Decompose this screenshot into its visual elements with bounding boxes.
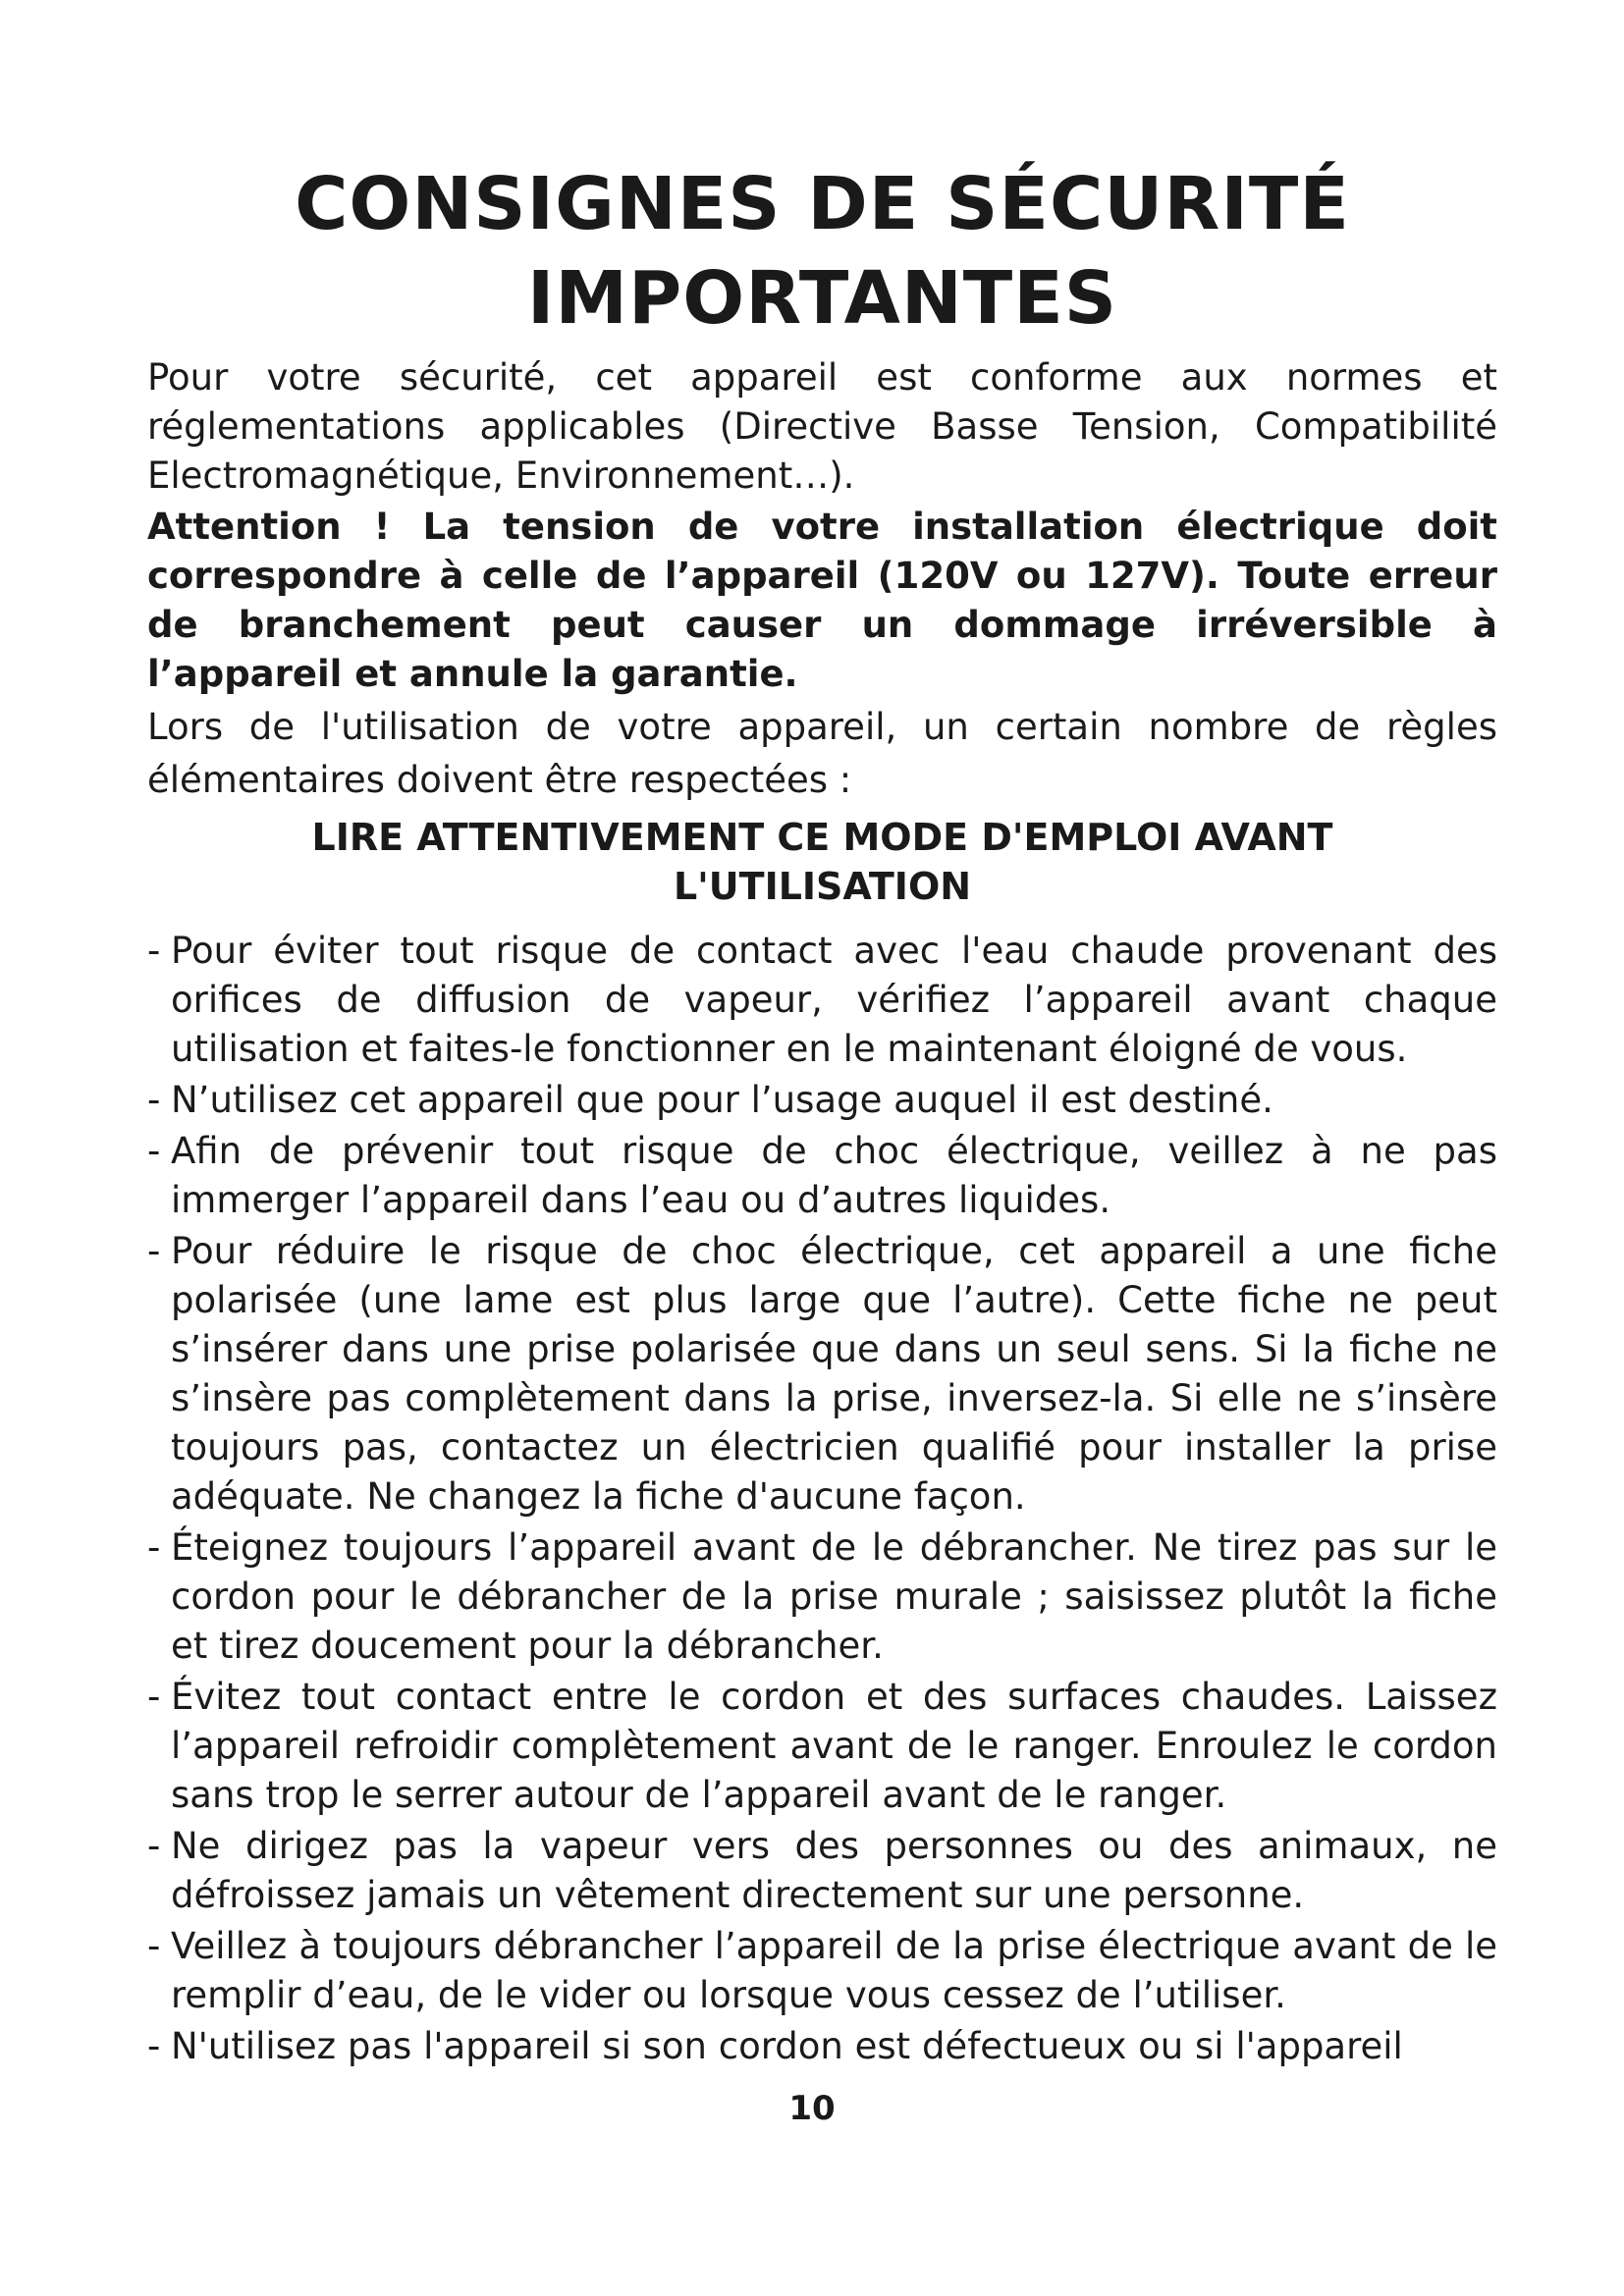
list-item-text: Ne dirigez pas la vapeur vers des personnes ou des animaux, ne défroissez jamais un vêtement directement sur une personne. [171,1825,1497,1916]
page-title-line-2: IMPORTANTES [526,256,1118,341]
bullet-dash: - [147,1925,161,1967]
list-item [147,1227,1497,1522]
list-item-text: N'utilisez pas l'appareil si son cordon est défectueux ou si l'appareil [171,2025,1403,2067]
list-item-text: Veillez à toujours débrancher l’appareil de la prise électrique avant de le remplir d’eau, de le vider ou lorsque vous cessez de l’utiliser. [171,1925,1497,2016]
bullet-dash: - [147,1079,161,1121]
bullet-dash: - [147,1676,161,1718]
list-item-text: N’utilisez cet appareil que pour l’usage auquel il est destiné. [171,1079,1273,1121]
page-title-line-1: CONSIGNES DE SÉCURITÉ [295,162,1350,246]
bullet-dash: - [147,1130,161,1172]
list-item [147,927,1497,1074]
list-item [147,2022,1497,2071]
bullet-dash: - [147,1825,161,1867]
read-manual-heading-line-2: L'UTILISATION [673,865,972,908]
rules-intro-paragraph: Lors de l'utilisation de votre appareil, un certain nombre de règles élémentaires doivent être respectées : [147,706,1497,801]
list-item-text: Éteignez toujours l’appareil avant de le débrancher. Ne tirez pas sur le cordon pour le débrancher de la prise murale ; saisissez plutôt la fiche et tirez doucement pour la débrancher. [171,1526,1497,1667]
list-item [147,1822,1497,1920]
bullet-dash: - [147,1230,161,1272]
list-item-text: Pour éviter tout risque de contact avec l'eau chaude provenant des orifices de diffusion de vapeur, vérifiez l’appareil avant chaque utilisation et faites-le fonctionner en le maintenant éloigné de vous. [171,930,1497,1070]
list-item-text: Pour réduire le risque de choc électrique, cet appareil a une fiche polarisée (une lame est plus large que l’autre). Cette fiche ne peut s’insérer dans une prise polarisée que dans un seul sens. Si la fiche ne s’insère pas complètement dans la prise, inversez-la. Si elle ne s’insère toujours pas, contactez un électricien qualifié pour installer la prise adéquate. Ne changez la fiche d'aucune façon. [171,1230,1497,1518]
list-item [147,1076,1497,1125]
read-manual-heading [147,813,1497,911]
list-item-text: Évitez tout contact entre le cordon et des surfaces chaudes. Laissez l’appareil refroidir complètement avant de le ranger. Enroulez le cordon sans trop le serrer autour de l’appareil avant de le ranger. [171,1676,1497,1816]
bullet-dash: - [147,1526,161,1569]
intro-paragraph: Pour votre sécurité, cet appareil est conforme aux normes et réglementations applicables (Directive Basse Tension, Compatibilité Electromagnétique, Environnement…). [147,356,1497,497]
read-manual-heading-line-1: LIRE ATTENTIVEMENT CE MODE D'EMPLOI AVANT [311,816,1333,859]
page-number: 10 [788,2089,836,2128]
page-title [147,157,1497,346]
safety-rules-list [147,927,1497,2071]
bullet-dash: - [147,930,161,972]
document-page [147,157,1497,2073]
voltage-warning: Attention ! La tension de votre installation électrique doit correspondre à celle de l’appareil (120V ou 127V). Toute erreur de branchement peut causer un dommage irréversible à l’appareil et annule la garantie. [147,506,1497,695]
bullet-dash: - [147,2025,161,2067]
list-item [147,1922,1497,2020]
list-item-text: Afin de prévenir tout risque de choc électrique, veillez à ne pas immerger l’appareil dans l’eau ou d’autres liquides. [171,1130,1497,1221]
list-item [147,1523,1497,1671]
list-item [147,1127,1497,1225]
list-item [147,1673,1497,1820]
